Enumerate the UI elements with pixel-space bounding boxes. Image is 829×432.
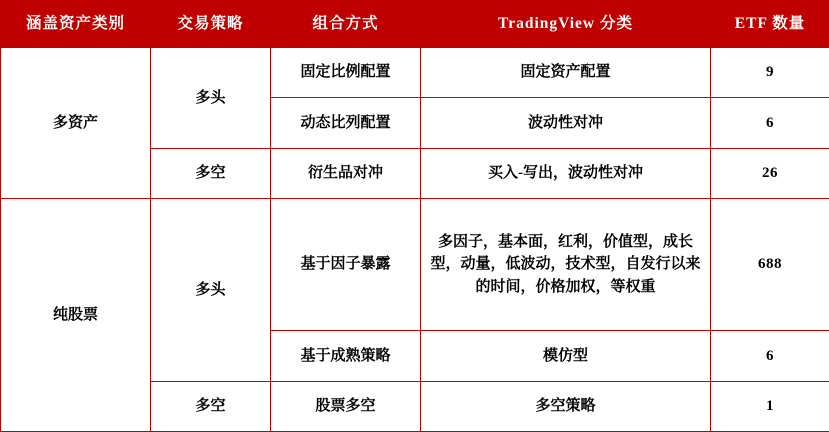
strategy-cell: 多头	[151, 48, 271, 149]
etf-count-cell: 26	[711, 148, 829, 198]
table-header	[1, 1, 829, 48]
column-header-etf-count: ETF 数量	[711, 1, 829, 48]
table-row	[1, 48, 829, 98]
combination-cell: 基于因子暴露	[271, 198, 421, 331]
asset-class-cell: 多资产	[1, 48, 151, 199]
tradingview-category-cell: 模仿型	[421, 331, 711, 381]
column-header-tradingview-category: TradingView 分类	[421, 1, 711, 48]
etf-count-cell: 688	[711, 198, 829, 331]
etf-count-cell: 1	[711, 381, 829, 431]
strategy-cell: 多空	[151, 381, 271, 431]
column-header-strategy: 交易策略	[151, 1, 271, 48]
table-header-row	[1, 1, 829, 48]
tradingview-category-cell: 买入-写出，波动性对冲	[421, 148, 711, 198]
etf-count-cell: 9	[711, 48, 829, 98]
combination-cell: 股票多空	[271, 381, 421, 431]
etf-count-cell: 6	[711, 98, 829, 148]
asset-class-cell: 纯股票	[1, 198, 151, 431]
combination-cell: 动态比列配置	[271, 98, 421, 148]
combination-cell: 固定比例配置	[271, 48, 421, 98]
tradingview-category-cell: 多因子，基本面，红利，价值型，成长型，动量，低波动，技术型，自发行以来的时间，价格加权，等权重	[421, 198, 711, 331]
table-row	[1, 198, 829, 331]
strategy-cell: 多空	[151, 148, 271, 198]
combination-cell: 衍生品对冲	[271, 148, 421, 198]
strategy-cell: 多头	[151, 198, 271, 381]
tradingview-category-cell: 波动性对冲	[421, 98, 711, 148]
table-body	[1, 48, 829, 432]
tradingview-category-cell: 固定资产配置	[421, 48, 711, 98]
combination-cell: 基于成熟策略	[271, 331, 421, 381]
etf-count-cell: 6	[711, 331, 829, 381]
column-header-combination: 组合方式	[271, 1, 421, 48]
column-header-asset-class: 涵盖资产类别	[1, 1, 151, 48]
tradingview-category-cell: 多空策略	[421, 381, 711, 431]
